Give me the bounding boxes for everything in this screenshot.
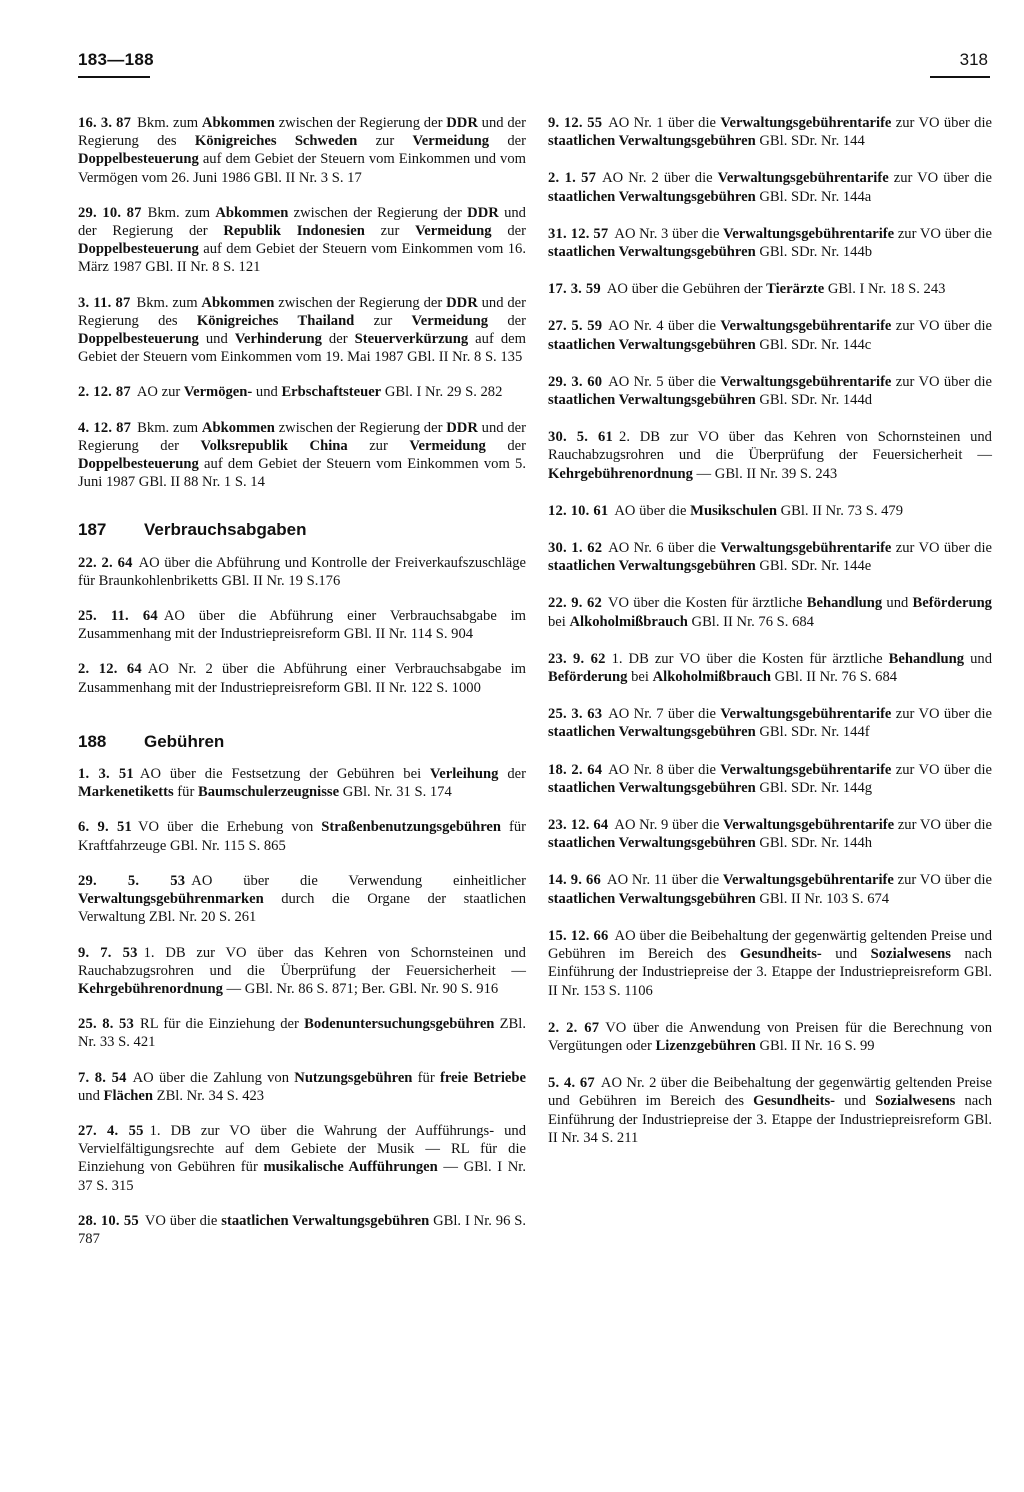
entry-text: VO über die Erhebung von Straßenbenutzungsgebühren für Kraftfahrzeuge GBl. Nr. 115 S. 865 [78, 819, 526, 854]
entries-right [548, 114, 992, 1147]
entry-text: AO Nr. 3 über die Verwaltungsgebührentarife zur VO über die staatlichen Verwaltungsgebühren GBl. SDr. Nr. 144b [548, 225, 992, 261]
entry-text: AO Nr. 6 über die Verwaltungsgebührentarife zur VO über die staatlichen Verwaltungsgebühren GBl. SDr. Nr. 144e [548, 540, 992, 575]
list-item [78, 114, 526, 187]
entry-text: AO über die Abführung und Kontrolle der Freiverkaufszuschläge für Braunkohlenbriketts GBl. II Nr. 19 S.176 [78, 554, 526, 589]
entry-text: VO über die staatlichen Verwaltungsgebühren GBl. I Nr. 96 S. 787 [78, 1212, 527, 1247]
list-item [78, 419, 526, 492]
entry-text: AO über die Gebühren der Tierärzte GBl. I Nr. 18 S. 243 [606, 281, 946, 298]
page-number: 318 [959, 50, 988, 69]
entry-date: 23. 12. 64 [548, 817, 609, 834]
entry-date: 31. 12. 57 [548, 225, 609, 242]
header-rule-right [930, 76, 990, 78]
list-item [78, 818, 526, 854]
entry-text: AO über die Musikschulen GBl. II Nr. 73 S. 479 [614, 502, 904, 519]
entry-text: AO über die Festsetzung der Gebühren bei Verleihung der Markenetiketts für Baumschulerzeugnisse GBl. Nr. 31 S. 174 [78, 766, 526, 801]
entry-date: 4. 12. 87 [78, 419, 132, 436]
section-title: Verbrauchsabgaben [144, 520, 307, 540]
list-item [548, 871, 992, 907]
list-item [78, 1122, 526, 1195]
entry-date: 2. 12. 87 [78, 384, 131, 401]
entry-text: AO Nr. 4 über die Verwaltungsgebührentarife zur VO über die staatlichen Verwaltungsgebühren GBl. SDr. Nr. 144c [548, 318, 992, 353]
entry-text: AO Nr. 9 über die Verwaltungsgebührentarife zur VO über die staatlichen Verwaltungsgebühren GBl. SDr. Nr. 144h [548, 817, 992, 852]
entry-date: 12. 10. 61 [548, 502, 609, 519]
entry-text: AO über die Zahlung von Nutzungsgebühren für freie Betriebe und Flächen ZBl. Nr. 34 S. 423 [78, 1069, 526, 1104]
list-item [548, 761, 992, 797]
list-item [548, 816, 992, 852]
entries-187 [78, 554, 526, 697]
entry-date: 28. 10. 55 [78, 1212, 139, 1229]
entry-date: 25. 11. 64 [78, 608, 158, 625]
page-header [78, 50, 990, 82]
section-heading-187 [78, 521, 526, 539]
entry-text: AO Nr. 2 über die Beibehaltung der gegenwärtig geltenden Preise und Gebühren im Bereich des Gesundheits- und Sozialwesens nach Einführung der Industriepreise der 3. Etappe der Industriepreisreform GBl. II Nr. 34 S. 211 [548, 1075, 992, 1146]
list-item [78, 607, 526, 643]
entry-text: AO Nr. 2 über die Verwaltungsgebührentarife zur VO über die staatlichen Verwaltungsgebühren GBl. SDr. Nr. 144a [548, 170, 992, 205]
list-item [548, 114, 992, 150]
entry-date: 22. 9. 62 [548, 595, 603, 612]
list-item [548, 317, 992, 353]
list-item [548, 502, 992, 520]
list-item [548, 539, 992, 575]
entry-text: AO über die Verwendung einheitlicher Verwaltungsgebührenmarken durch die Organe der staatlichen Verwaltung ZBl. Nr. 20 S. 261 [78, 872, 526, 926]
list-item [548, 373, 992, 409]
entry-text: 1. DB zur VO über die Kosten für ärztliche Behandlung und Beförderung bei Alkoholmißbrauch GBl. II Nr. 76 S. 684 [548, 650, 992, 686]
entry-text: 1. DB zur VO über das Kehren von Schornsteinen und Rauchabzugsrohren und die Überprüfung der Feuersicherheit — Kehrgebührenordnung — GBl. Nr. 86 S. 871; Ber. GBl. Nr. 90 S. 916 [78, 944, 526, 997]
entry-text: VO über die Anwendung von Preisen für die Berechnung von Vergütungen oder Lizenzgebühren GBl. II Nr. 16 S. 99 [548, 1019, 992, 1054]
entry-date: 22. 2. 64 [78, 554, 133, 571]
entry-date: 16. 3. 87 [78, 115, 132, 131]
entry-date: 9. 7. 53 [78, 944, 138, 961]
entry-date: 3. 11. 87 [78, 294, 131, 311]
list-item [78, 1015, 526, 1051]
entry-date: 1. 3. 51 [78, 766, 134, 783]
entry-date: 27. 4. 55 [78, 1122, 144, 1139]
list-item [78, 204, 526, 277]
entry-date: 30. 5. 61 [548, 429, 614, 446]
list-item [548, 650, 992, 686]
entry-text: Bkm. zum Abkommen zwischen der Regierung der DDR und der Regierung des Königreiches Schweden zur Vermeidung der Doppelbesteuerung auf dem Gebiet der Steuern vom Einkommen und vom Vermögen vom 26. Juni 1986 GBl. II Nr. 3 S. 17 [78, 115, 526, 186]
entry-text: AO Nr. 1 über die Verwaltungsgebührentarife zur VO über die staatlichen Verwaltungsgebühren GBl. SDr. Nr. 144 [548, 115, 992, 150]
list-item [548, 428, 992, 483]
entry-date: 25. 3. 63 [548, 706, 603, 723]
entries-top [78, 114, 526, 491]
section-range: 183—188 [78, 50, 154, 69]
list-item [548, 225, 992, 261]
entry-date: 15. 12. 66 [548, 927, 609, 944]
list-item [78, 294, 526, 367]
entry-date: 25. 8. 53 [78, 1016, 134, 1033]
entry-text: 1. DB zur VO über die Wahrung der Aufführungs- und Vervielfältigungsrechte auf dem Gebiete der Musik — RL für die Einziehung von Gebühren für musikalische Aufführungen — GBl. I Nr. 37 S. 315 [78, 1122, 526, 1194]
list-item [548, 1074, 992, 1147]
list-item [548, 705, 992, 741]
section-number: 187 [78, 520, 107, 540]
list-item [548, 1019, 992, 1055]
entry-date: 29. 10. 87 [78, 204, 142, 221]
left-column [78, 114, 526, 1265]
entry-text: AO Nr. 7 über die Verwaltungsgebührentarife zur VO über die staatlichen Verwaltungsgebühren GBl. SDr. Nr. 144f [548, 706, 992, 741]
right-column [548, 114, 992, 1166]
section-number: 188 [78, 731, 107, 751]
entry-date: 29. 5. 53 [78, 872, 186, 889]
entry-date: 17. 3. 59 [548, 281, 601, 298]
list-item [78, 660, 526, 696]
list-item [78, 872, 526, 927]
entry-text: AO Nr. 11 über die Verwaltungsgebührentarife zur VO über die staatlichen Verwaltungsgebühren GBl. II Nr. 103 S. 674 [548, 872, 992, 907]
list-item [78, 944, 526, 999]
list-item [78, 383, 526, 401]
entry-date: 2. 12. 64 [78, 661, 142, 678]
section-heading-188 [78, 733, 526, 751]
entry-date: 9. 12. 55 [548, 115, 603, 131]
entry-text: Bkm. zum Abkommen zwischen der Regierung der DDR und der Regierung der Republik Indonesien zur Vermeidung der Doppelbesteuerung auf dem Gebiet der Steuern vom Einkommen vom 16. März 1987 GBl. II Nr. 8 S. 121 [78, 204, 526, 276]
entries-188 [78, 765, 526, 1248]
entry-text: Bkm. zum Abkommen zwischen der Regierung der DDR und der Regierung des Königreiches Thailand zur Vermeidung der Doppelbesteuerung und Verhinderung der Steuerverkürzung auf dem Gebiet der Steuern vom Einkommen vom 19. Mai 1987 GBl. II Nr. 8 S. 135 [78, 294, 526, 366]
list-item [548, 594, 992, 630]
entry-text: AO Nr. 2 über die Abführung einer Verbrauchsabgabe im Zusammenhang mit der Industriepreisreform GBl. II Nr. 122 S. 1000 [78, 661, 526, 696]
entry-text: VO über die Kosten für ärztliche Behandlung und Beförderung bei Alkoholmißbrauch GBl. II Nr. 76 S. 684 [548, 595, 992, 630]
entry-date: 29. 3. 60 [548, 373, 603, 390]
list-item [78, 554, 526, 590]
entry-text: RL für die Einziehung der Bodenuntersuchungsgebühren ZBl. Nr. 33 S. 421 [78, 1016, 526, 1051]
list-item [78, 1212, 526, 1248]
entry-text: 2. DB zur VO über das Kehren von Schornsteinen und Rauchabzugsrohren und die Überprüfung der Feuersicherheit — Kehrgebührenordnung — GBl. II Nr. 39 S. 243 [548, 429, 992, 482]
entry-date: 2. 1. 57 [548, 170, 597, 187]
header-rule-left [78, 76, 150, 78]
entry-text: AO Nr. 8 über die Verwaltungsgebührentarife zur VO über die staatlichen Verwaltungsgebühren GBl. SDr. Nr. 144g [548, 761, 992, 796]
entry-text: AO zur Vermögen- und Erbschaftsteuer GBl. I Nr. 29 S. 282 [136, 384, 503, 401]
entry-date: 18. 2. 64 [548, 761, 603, 778]
entry-date: 27. 5. 59 [548, 318, 603, 335]
entry-text: AO über die Abführung einer Verbrauchsabgabe im Zusammenhang mit der Industriepreisreform GBl. II Nr. 114 S. 904 [78, 608, 526, 643]
list-item [548, 169, 992, 205]
list-item [78, 765, 526, 801]
entry-date: 6. 9. 51 [78, 819, 132, 836]
entry-text: AO Nr. 5 über die Verwaltungsgebührentarife zur VO über die staatlichen Verwaltungsgebühren GBl. SDr. Nr. 144d [548, 373, 992, 409]
list-item [548, 927, 992, 1000]
entry-text: Bkm. zum Abkommen zwischen der Regierung der DDR und der Regierung der Volksrepublik China zur Vermeidung der Doppelbesteuerung auf dem Gebiet der Steuern vom Einkommen vom 5. Juni 1987 GBl. II 88 Nr. 1 S. 14 [78, 419, 526, 491]
entry-date: 7. 8. 54 [78, 1069, 127, 1086]
entry-text: AO über die Beibehaltung der gegenwärtig geltenden Preise und Gebühren im Bereich des Gesundheits- und Sozialwesens nach Einführung der Industriepreise der 3. Etappe der Industriepreisreform GBl. II Nr. 153 S. 1106 [548, 927, 993, 999]
list-item [548, 280, 992, 298]
entry-date: 23. 9. 62 [548, 650, 606, 667]
entry-date: 2. 2. 67 [548, 1019, 600, 1036]
entry-date: 30. 1. 62 [548, 540, 603, 557]
list-item [78, 1069, 526, 1105]
entry-date: 5. 4. 67 [548, 1075, 595, 1092]
entry-date: 14. 9. 66 [548, 872, 602, 889]
section-title: Gebühren [144, 731, 225, 751]
